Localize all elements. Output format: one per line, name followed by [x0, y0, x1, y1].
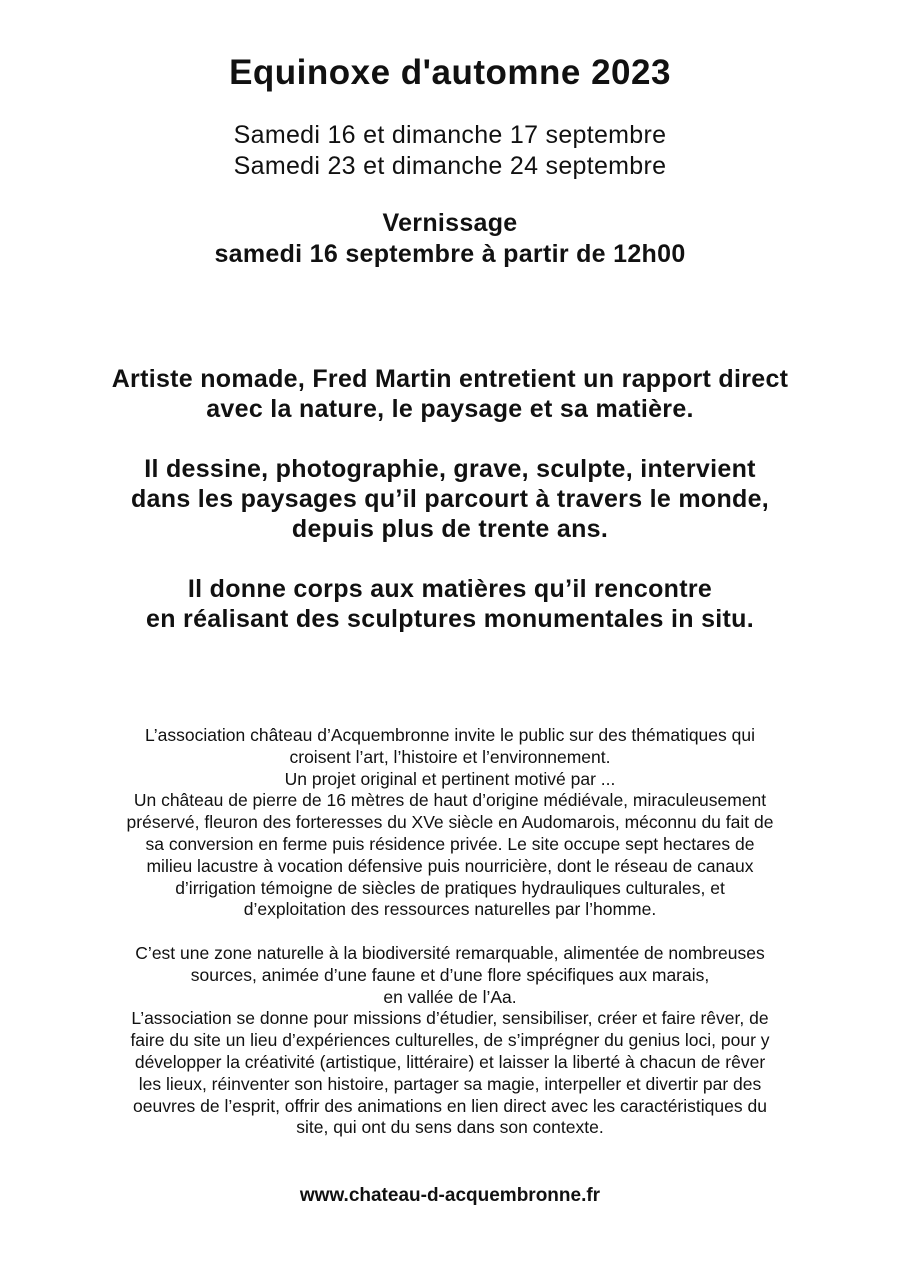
association-line: développer la créativité (artistique, littéraire) et laisser la liberté à chacun de rêver	[134, 1051, 766, 1072]
intro-paragraph	[0, 574, 900, 634]
date-line: Samedi 16 et dimanche 17 septembre	[233, 121, 667, 149]
vernissage-detail: samedi 16 septembre à partir de 12h00	[214, 240, 686, 268]
intro-line: Artiste nomade, Fred Martin entretient un rapport direct	[111, 365, 789, 393]
intro-line: dans les paysages qu’il parcourt à travers le monde,	[130, 485, 770, 513]
association-line: Un projet original et pertinent motivé par ...	[284, 768, 616, 789]
association-line: d’exploitation des ressources naturelles par l’homme.	[243, 899, 657, 920]
association-line: d’irrigation témoigne de siècles de pratiques hydrauliques culturales, et	[175, 877, 725, 898]
intro-paragraph	[0, 454, 900, 544]
website-url: www.chateau-d-acquembronne.fr	[299, 1185, 601, 1206]
vernissage-heading: Vernissage	[382, 209, 518, 237]
association-line: Un château de pierre de 16 mètres de haut d’origine médiévale, miraculeusement	[133, 790, 767, 811]
intro-line: depuis plus de trente ans.	[291, 515, 609, 543]
association-line: faire du site un lieu d’expériences culturelles, de s’imprégner du genius loci, pour y	[130, 1030, 770, 1051]
association-paragraph	[60, 943, 840, 1139]
association-line: en vallée de l’Aa.	[383, 986, 517, 1007]
date-line: Samedi 23 et dimanche 24 septembre	[233, 152, 667, 180]
intro-line: avec la nature, le paysage et sa matière.	[206, 395, 694, 423]
artist-intro	[0, 364, 900, 664]
association-line: milieu lacustre à vocation défensive puis nourricière, dont le réseau de canaux	[146, 855, 754, 876]
association-paragraph	[60, 725, 840, 921]
association-line: sa conversion en ferme puis résidence privée. Le site occupe sept hectares de	[145, 833, 755, 854]
association-line: croisent l’art, l’histoire et l’environnement.	[289, 746, 611, 767]
association-line: oeuvres de l’esprit, offrir des animations en lien direct avec les caractéristiques du	[133, 1095, 767, 1116]
association-line: sources, animée d’une faune et d’une flore spécifiques aux marais,	[190, 964, 710, 985]
event-dates	[0, 120, 900, 182]
intro-line: Il donne corps aux matières qu’il rencontre	[187, 575, 713, 603]
association-line: L’association château d’Acquembronne invite le public sur des thématiques qui	[145, 725, 755, 745]
page-title: Equinoxe d'automne 2023	[229, 53, 671, 92]
association-line: C’est une zone naturelle à la biodiversité remarquable, alimentée de nombreuses	[135, 942, 765, 963]
association-line: les lieux, réinventer son histoire, partager sa magie, interpeller et divertir par des	[138, 1073, 762, 1094]
association-line: site, qui ont du sens dans son contexte.	[296, 1117, 604, 1138]
intro-line: en réalisant des sculptures monumentales in situ.	[146, 605, 754, 633]
association-description	[60, 725, 840, 1161]
intro-line: Il dessine, photographie, grave, sculpte, intervient	[144, 455, 756, 483]
association-line: L’association se donne pour missions d’étudier, sensibiliser, créer et faire rêver, de	[131, 1008, 769, 1029]
intro-paragraph	[0, 364, 900, 424]
association-line: préservé, fleuron des forteresses du XVe siècle en Audomarois, méconnu du fait de	[126, 812, 774, 833]
vernissage-block	[0, 208, 900, 270]
